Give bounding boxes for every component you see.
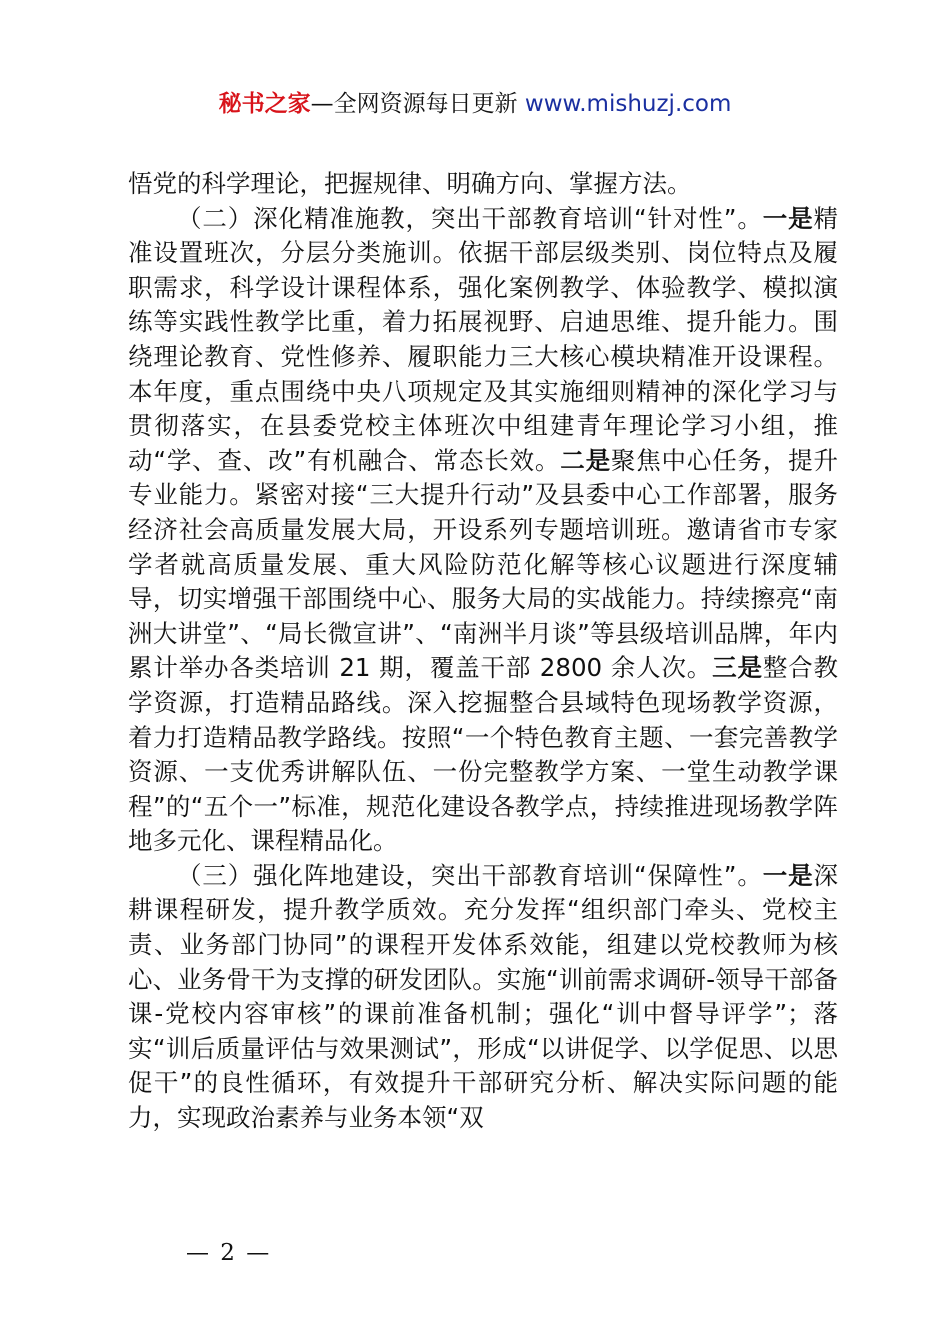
paragraph-continuation [128, 167, 838, 202]
paragraph-text: 悟党的科学理论，把握规律、明确方向、掌握方法。 [128, 169, 692, 198]
document-body [128, 167, 838, 1136]
paragraph-section-two [128, 202, 838, 859]
paragraph-text: 聚焦中心任务，提升专业能力。紧密对接“三大提升行动”及县委中心工作部署，服务经济社会高质量发展大局，开设系列专题培训班。邀请省市专家学者就高质量发展、重大风险防范化解等核心议题进行深度辅导，切实增强干部围绕中心、服务大局的实战能力。持续擦亮“南洲大讲堂”、“局长微宣讲”、“南洲半月谈”等县级培训品牌，年内累计举办各类培训 21 期，覆盖干部 2800 余人次。 [128, 445, 839, 683]
site-header [0, 88, 950, 120]
bold-marker: 二是 [560, 445, 611, 475]
paragraph-section-three [128, 859, 838, 1136]
bold-marker: 一是 [762, 203, 814, 233]
bold-marker: 三是 [712, 653, 763, 683]
bold-marker: 一是 [762, 860, 814, 890]
paragraph-text: 整合教学资源，打造精品路线。深入挖掘整合县域特色现场教学资源，着力打造精品教学路线。按照“一个特色教育主题、一套完善教学资源、一支优秀讲解队伍、一份完整教学方案、一堂生动教学课程”的“五个一”标准，规范化建设各教学点，持续推进现场教学阵地多元化、课程精品化。 [128, 653, 839, 856]
page-number: — 2 — [186, 1240, 272, 1266]
section-heading: （二）深化精准施教，突出干部教育培训“针对性”。 [177, 203, 763, 233]
section-heading: （三）强化阵地建设，突出干部教育培训“保障性”。 [177, 860, 763, 890]
site-tagline: —全网资源每日更新 [310, 91, 518, 117]
site-url[interactable]: www.mishuzj.com [524, 91, 732, 117]
paragraph-text: 深耕课程研发，提升教学质效。充分发挥“组织部门牵头、党校主责、业务部门协同”的课程开发体系效能，组建以党校教师为核心、业务骨干为支撑的研发团队。实施“训前需求调研-领导干部备课-党校内容审核”的课前准备机制；强化“训中督导评学”；落实“训后质量评估与效果测试”，形成“以讲促学、以学促思、以思促干”的良性循环，有效提升干部研究分析、解决实际问题的能力，实现政治素养与业务本领“双 [128, 860, 838, 1133]
paragraph-text: 精准设置班次，分层分类施训。依据干部层级类别、岗位特点及履职需求，科学设计课程体系，强化案例教学、体验教学、模拟演练等实践性教学比重，着力拓展视野、启迪思维、提升能力。围绕理论教育、党性修养、履职能力三大核心模块精准开设课程。本年度，重点围绕中央八项规定及其实施细则精神的深化学习与贯彻落实，在县委党校主体班次中组建青年理论学习小组，推动“学、查、改”有机融合、常态长效。 [128, 203, 838, 475]
site-brand: 秘书之家 [218, 91, 311, 117]
